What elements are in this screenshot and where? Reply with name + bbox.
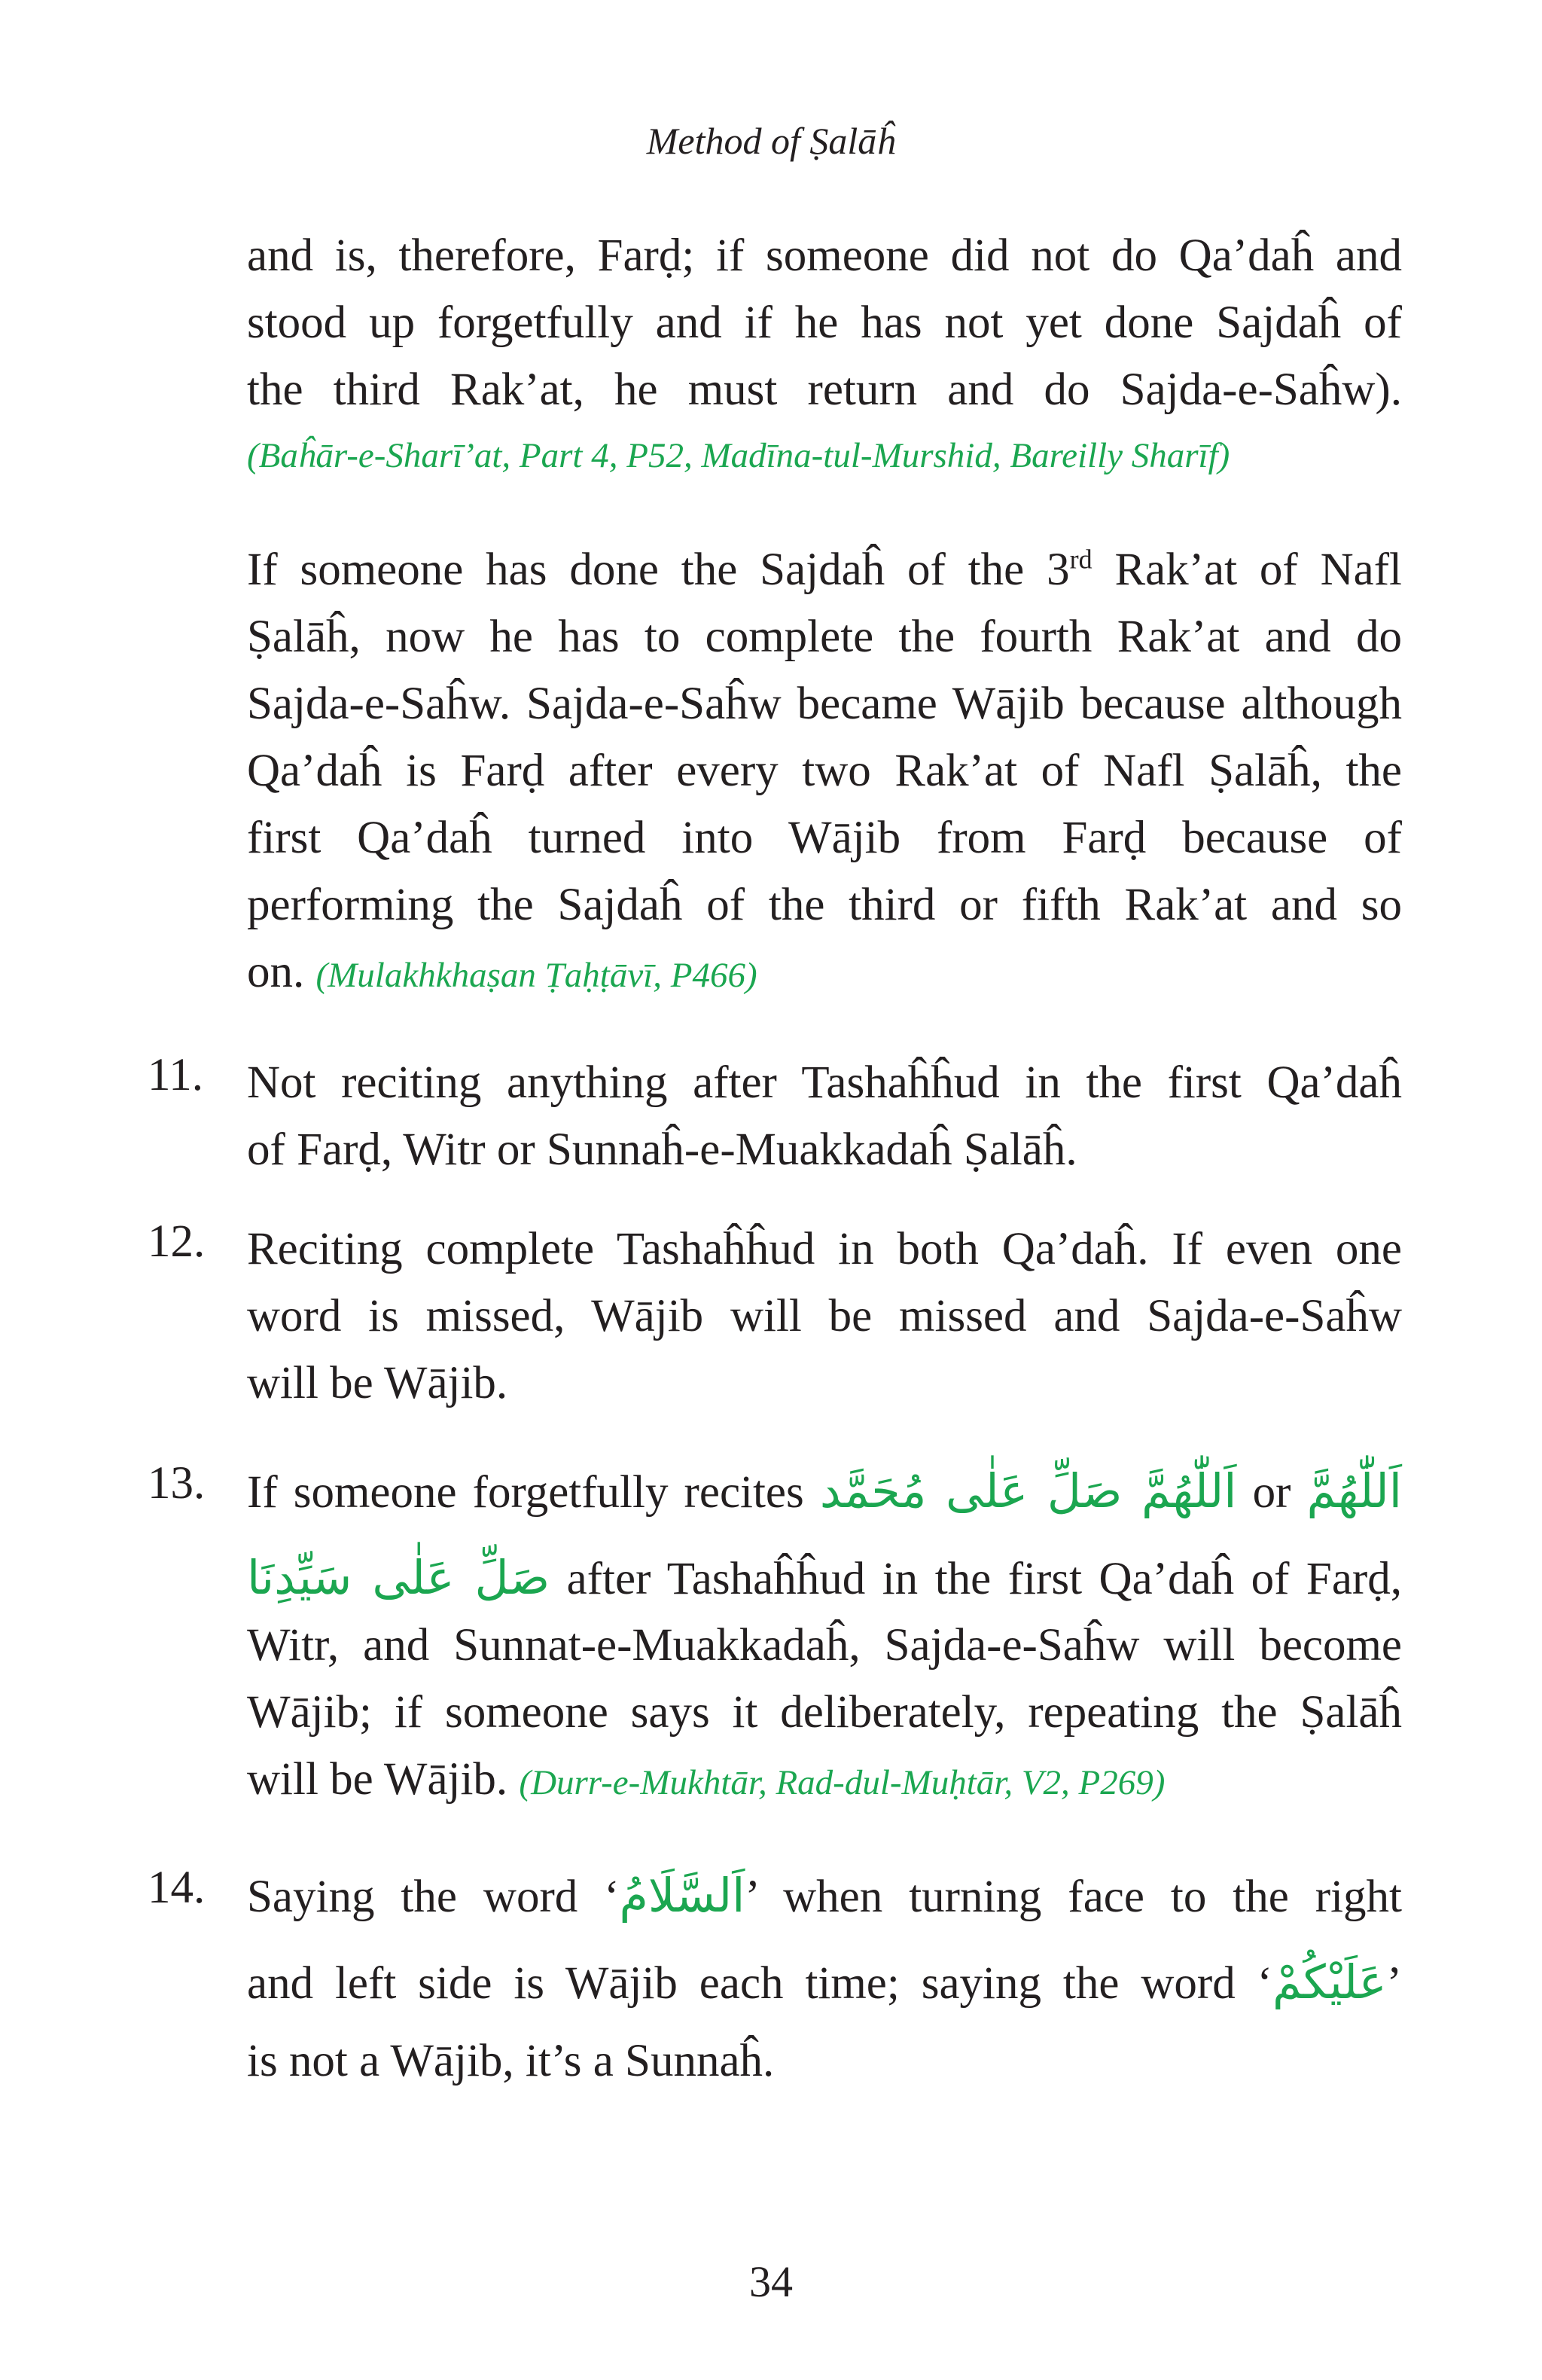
- text-fragment: If someone forgetfully recites: [247, 1467, 804, 1518]
- running-header: Method of Ṣalāĥ: [646, 120, 896, 162]
- text-fragment: ’ when turning face to the right: [745, 1872, 1402, 1922]
- text-line: [247, 536, 1402, 603]
- text-line: Qa’daĥ is Farḍ after every two Rak’at of Nafl Ṣalāĥ, the: [247, 746, 1402, 796]
- text-line: [247, 1457, 1402, 1544]
- list-item-14: [247, 1862, 1402, 2095]
- text-fragment: after Tashaĥĥud in the first Qa’daĥ of Farḍ,: [566, 1554, 1402, 1604]
- text-line: Witr, and Sunnat-e-Muakkadaĥ, Sajda-e-Saĥw will become: [247, 1620, 1402, 1671]
- item-number: 12.: [148, 1216, 206, 1267]
- text-line: Reciting complete Tashaĥĥud in both Qa’daĥ. If even one: [247, 1224, 1402, 1274]
- text-line: Wājib; if someone says it deliberately, repeating the Ṣalāĥ: [247, 1687, 1402, 1738]
- text-line: is not a Wājib, it’s a Sunnaĥ.: [247, 2036, 775, 2086]
- intro-paragraph: [247, 222, 1402, 423]
- list-item-12: [247, 1216, 1402, 1417]
- reference-citation: (Mulakhkhaṣan Ṭaḥṭāvī, P466): [315, 956, 757, 995]
- text-line: of Farḍ, Witr or Sunnaĥ-e-Muakkadaĥ Ṣalāĥ.: [247, 1124, 1077, 1175]
- text-line: word is missed, Wājib will be missed and Sajda-e-Saĥw: [247, 1291, 1402, 1341]
- text-fragment: or: [1252, 1467, 1291, 1518]
- text-line: [247, 1746, 1402, 1813]
- list-item-13: [247, 1457, 1402, 1813]
- item-number: 11.: [148, 1050, 203, 1100]
- text-line: [247, 1862, 1402, 1948]
- reference-citation: (Baĥār-e-Sharī’at, Part 4, P52, Madīna-tul-Murshid, Bareilly Sharīf): [247, 436, 1230, 475]
- text-fragment: and left side is Wājib each time; saying the word ‘: [247, 1958, 1272, 2009]
- nafl-paragraph: [247, 536, 1402, 1009]
- text-line: stood up forgetfully and if he has not yet done Sajdaĥ of: [247, 298, 1402, 348]
- arabic-assalamu: اَلسَّلَامُ: [619, 1868, 745, 1923]
- text-line: Ṣalāĥ, now he has to complete the fourth Rak’at and do: [247, 612, 1402, 662]
- arabic-allahumma: اَللّٰهُمَّ: [1306, 1463, 1403, 1518]
- text-line: will be Wājib.: [247, 1358, 508, 1408]
- text-line: first Qa’daĥ turned into Wājib from Farḍ because of: [247, 813, 1402, 863]
- text-fragment: If someone has done the Sajdaĥ of the 3: [247, 545, 1070, 595]
- text-fragment: ’: [1386, 1958, 1402, 2009]
- item-number: 14.: [148, 1863, 206, 1913]
- arabic-alaykum: عَلَيْكُمْ: [1272, 1954, 1387, 2009]
- text-line: and is, therefore, Farḍ; if someone did not do Qa’daĥ and: [247, 230, 1402, 281]
- text-line: Not reciting anything after Tashaĥĥud in the first Qa’daĥ: [247, 1057, 1402, 1108]
- text-fragment: Saying the word ‘: [247, 1872, 620, 1922]
- reference-citation: (Durr-e-Mukhtār, Rad-dul-Muḥtār, V2, P269): [519, 1763, 1166, 1802]
- arabic-salli-ala-sayyidina: صَلِّ عَلٰى سَيِّدِنَا: [247, 1550, 550, 1605]
- text-fragment: will be Wājib.: [247, 1754, 508, 1805]
- text-fragment: on.: [247, 947, 305, 997]
- ordinal-suffix: rd: [1069, 544, 1093, 575]
- text-fragment: Rak’at of Nafl: [1092, 545, 1402, 595]
- arabic-durood: اَللّٰهُمَّ صَلِّ عَلٰى مُحَمَّد: [819, 1463, 1237, 1518]
- item-number: 13.: [148, 1458, 206, 1509]
- text-line: performing the Sajdaĥ of the third or fifth Rak’at and so: [247, 880, 1402, 930]
- text-line: the third Rak’at, he must return and do Sajda-e-Saĥw).: [247, 365, 1402, 415]
- text-line: [247, 1544, 1402, 1612]
- text-line: [247, 1948, 1402, 2028]
- page-number: 34: [749, 2257, 793, 2306]
- text-line: [247, 938, 1402, 1009]
- text-line: Sajda-e-Saĥw. Sajda-e-Saĥw became Wājib because although: [247, 679, 1402, 729]
- list-item-11: [247, 1049, 1402, 1183]
